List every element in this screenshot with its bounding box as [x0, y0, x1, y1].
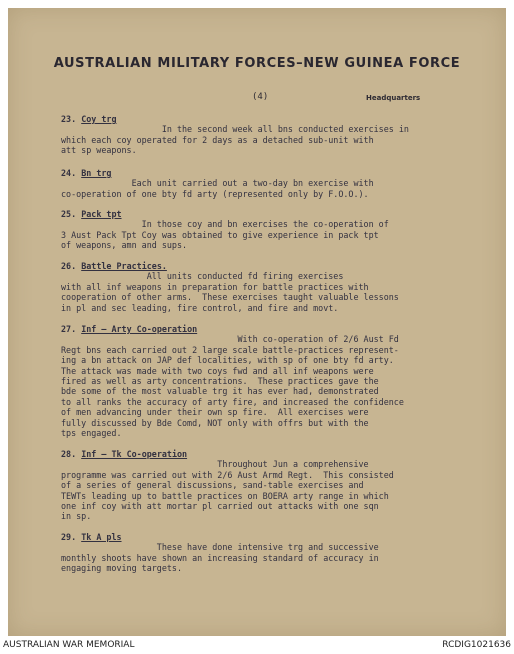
paragraph-line: of men advancing under their own sp fire. All exercises were [61, 407, 369, 418]
paragraph-line: to all ranks the accuracy of arty fire, and increased the confidence [61, 396, 404, 407]
paragraph-25 [61, 209, 501, 251]
paragraph-number: 29. [61, 532, 77, 542]
paragraph-title: Battle Practices. [81, 261, 167, 271]
document-page [8, 8, 506, 636]
location-label: Headquarters [366, 94, 421, 102]
paragraph-line: co-operation of one bty fd arty (represented only by F.O.O.). [61, 188, 369, 199]
paragraph-heading [61, 209, 501, 219]
paragraph-28 [61, 449, 501, 522]
paragraph-line: in pl and sec leading, fire control, and fire and movt. [61, 302, 339, 313]
paragraph-line: Regt bns each carried out 2 large scale battle-practices represent- [61, 344, 399, 355]
paragraph-number: 23. [61, 114, 77, 124]
paragraph-title: Pack tpt [81, 209, 122, 219]
page-number: (4) [252, 92, 269, 102]
paragraph-line: ing a bn attack on JAP def localities, with sp of one bty fd arty. [61, 355, 394, 366]
paragraph-title: Tk A pls [81, 532, 122, 542]
archive-name: AUSTRALIAN WAR MEMORIAL [3, 640, 135, 650]
paragraph-line: In the second week all bns conducted exercises in [61, 124, 409, 135]
paragraph-line: in sp. [61, 511, 92, 522]
paragraph-title: Bn trg [81, 168, 112, 178]
document-header: AUSTRALIAN MILITARY FORCES–NEW GUINEA FORCE [53, 56, 461, 71]
paragraph-line: one inf coy with att mortar pl carried out attacks with one sqn [61, 500, 379, 511]
paragraph-title: Inf – Arty Co-operation [81, 324, 198, 334]
paragraph-line: Throughout Jun a comprehensive [61, 459, 369, 470]
paragraph-line: In those coy and bn exercises the co-operation of [61, 219, 389, 230]
paragraph-29 [61, 532, 501, 574]
paragraph-title: Inf – Tk Co-operation [81, 449, 188, 459]
paragraph-line: With co-operation of 2/6 Aust Fd [61, 334, 399, 345]
paragraph-27 [61, 324, 501, 438]
archive-record-id: RCDIG1021636 [442, 640, 511, 650]
paragraph-line: These have done intensive trg and successive [61, 542, 379, 553]
paragraph-line: programme was carried out with 2/6 Aust Armd Regt. This consisted [61, 469, 394, 480]
paragraph-heading [61, 449, 501, 459]
paragraph-24 [61, 168, 501, 199]
paragraph-line: of a series of general discussions, sand-table exercises and [61, 480, 364, 491]
paragraph-number: 25. [61, 209, 77, 219]
paragraph-heading [61, 114, 501, 124]
paragraph-line: bde some of the most valuable trg it has ever had, demonstrated [61, 386, 379, 397]
paragraph-line: att sp weapons. [61, 145, 137, 156]
paragraph-line: 3 Aust Pack Tpt Coy was obtained to give experience in pack tpt [61, 229, 379, 240]
paragraph-heading [61, 168, 501, 178]
paragraph-line: which each coy operated for 2 days as a detached sub-unit with [61, 134, 374, 145]
paragraph-line: engaging moving targets. [61, 563, 183, 574]
paragraph-line: fired as well as arty concentrations. These practices gave the [61, 375, 379, 386]
paragraph-number: 28. [61, 449, 77, 459]
paragraph-heading [61, 261, 501, 271]
paragraph-number: 24. [61, 168, 77, 178]
paragraph-heading [61, 532, 501, 542]
paragraph-line: with all inf weapons in preparation for battle practices with [61, 281, 369, 292]
paragraph-heading [61, 324, 501, 334]
paragraph-line: of weapons, amn and sups. [61, 240, 188, 251]
archive-footer [0, 636, 514, 654]
paragraph-line: fully discussed by Bde Comd, NOT only with offrs but with the [61, 417, 369, 428]
paragraph-line: monthly shoots have shown an increasing standard of accuracy in [61, 552, 379, 563]
paragraph-26 [61, 261, 501, 313]
paragraph-line: TEWTs leading up to battle practices on BOERA arty range in which [61, 490, 389, 501]
paragraph-line: The attack was made with two coys fwd and all inf weapons were [61, 365, 374, 376]
paragraph-line: Each unit carried out a two-day bn exercise with [61, 178, 374, 189]
paragraph-line: cooperation of other arms. These exercises taught valuable lessons [61, 292, 399, 303]
paragraph-number: 27. [61, 324, 77, 334]
paragraph-number: 26. [61, 261, 77, 271]
paragraph-title: Coy trg [81, 114, 117, 124]
paragraph-23 [61, 114, 501, 156]
paragraph-line: tps engaged. [61, 427, 122, 438]
paragraph-line: All units conducted fd firing exercises [61, 271, 344, 282]
